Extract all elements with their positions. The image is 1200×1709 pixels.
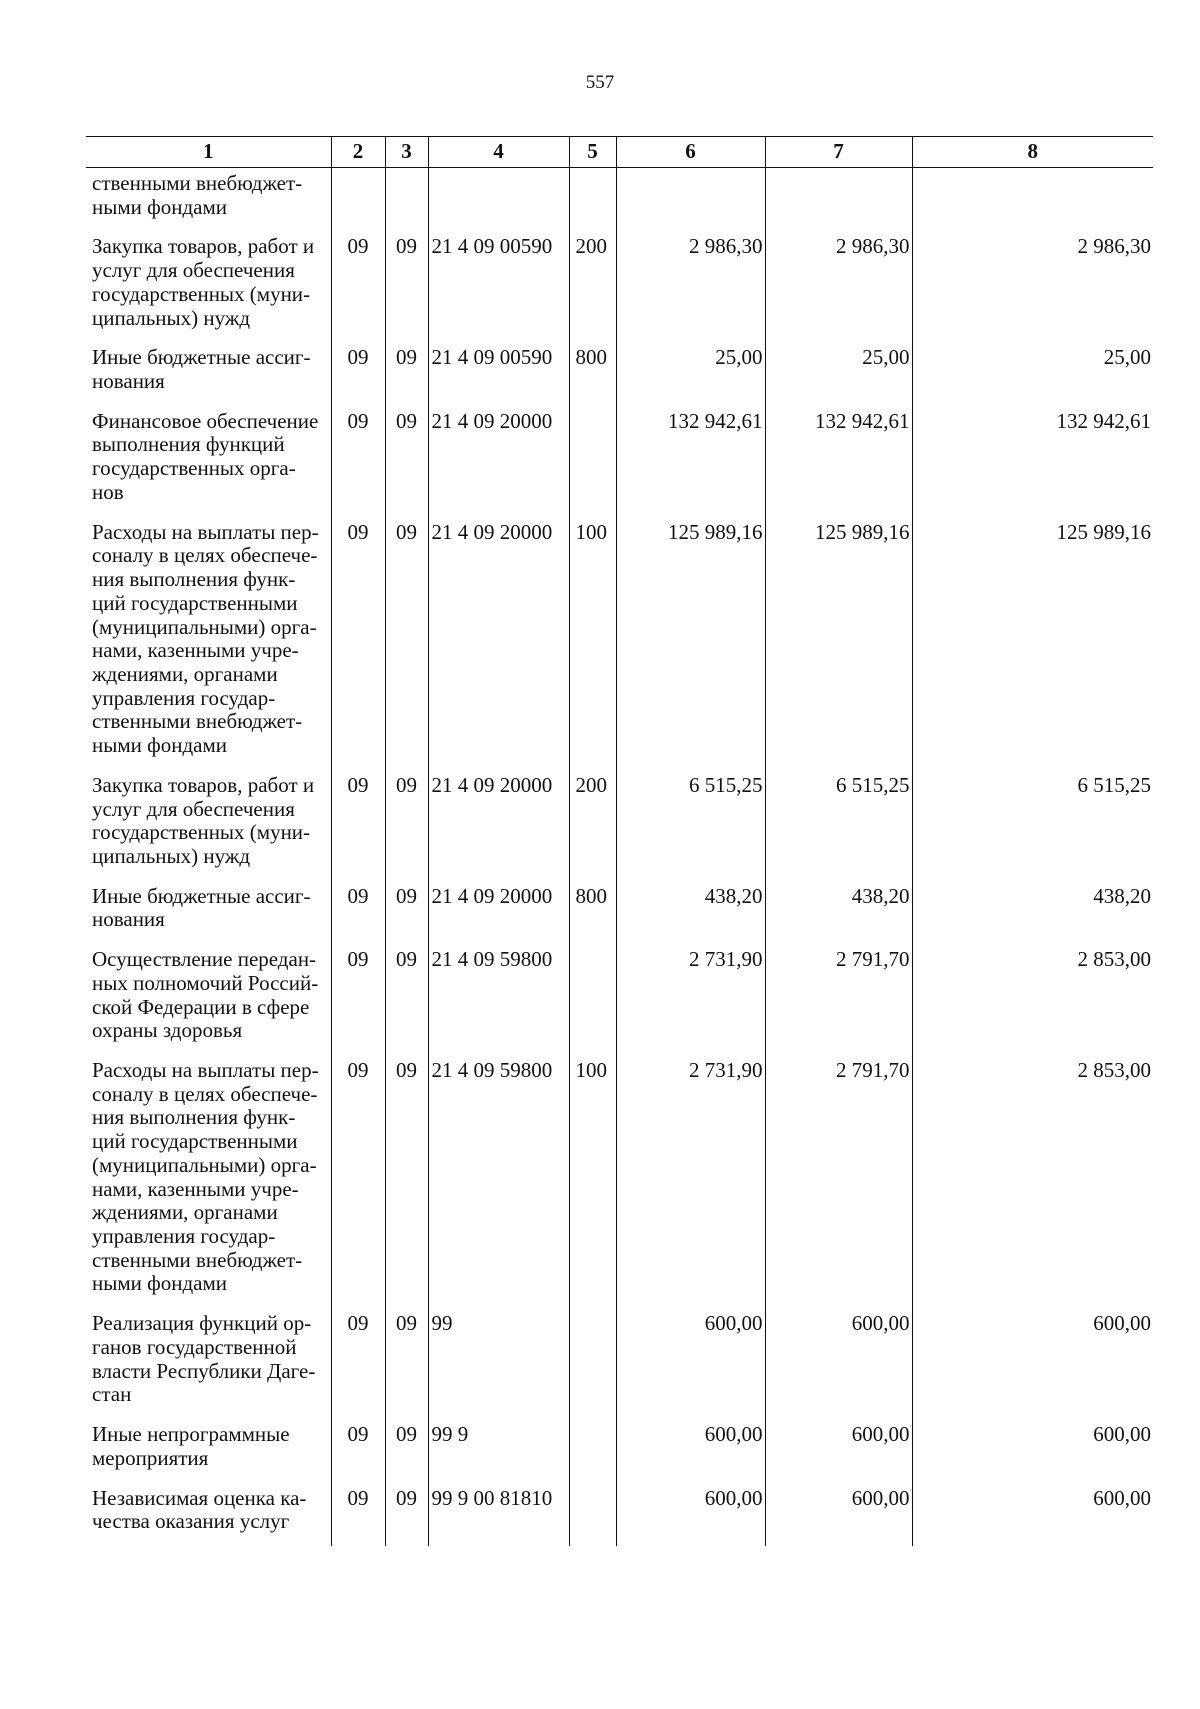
subsection-code (385, 168, 428, 232)
amount-col-6: 2 731,90 (616, 1055, 765, 1308)
target-article-code: 21 4 09 20000 (428, 517, 569, 770)
amount-col-8: 6 515,25 (912, 770, 1153, 881)
row-name: Реализация функций ор-ганов государственной власти Республики Даге-стан (92, 1311, 316, 1407)
target-article-code: 21 4 09 20000 (428, 770, 569, 881)
amount-col-8: 2 853,00 (912, 944, 1153, 1055)
amount-col-7: 2 986,30 (765, 231, 912, 342)
amount-col-6: 125 989,16 (616, 517, 765, 770)
amount-col-7 (765, 168, 912, 232)
col-header-4: 4 (428, 137, 569, 168)
amount-col-7: 132 942,61 (765, 406, 912, 517)
expense-type-code: 800 (569, 342, 616, 405)
amount-col-8: 438,20 (912, 881, 1153, 944)
amount-col-7: 2 791,70 (765, 1055, 912, 1308)
table-row (86, 1055, 1153, 1308)
subsection-code: 09 (385, 881, 428, 944)
subsection-code: 09 (385, 1483, 428, 1546)
row-name: Закупка товаров, работ и услуг для обеспечения государственных (муни-ципальных) нужд (92, 772, 315, 868)
expense-type-code (569, 1308, 616, 1419)
amount-col-7: 25,00 (765, 342, 912, 405)
section-code: 09 (331, 881, 385, 944)
col-header-1: 1 (86, 137, 331, 168)
row-name: ственными внебюджет-ными фондами (92, 171, 303, 219)
amount-col-7: 600,00 (765, 1308, 912, 1419)
target-article-code (428, 168, 569, 232)
row-name: Осуществление передан-ных полномочий Россий-ской Федерации в сфере охраны здоровья (92, 947, 319, 1043)
amount-col-7: 438,20 (765, 881, 912, 944)
target-article-code: 21 4 09 59800 (428, 1055, 569, 1308)
target-article-code: 21 4 09 00590 (428, 231, 569, 342)
amount-col-6: 600,00 (616, 1483, 765, 1546)
amount-col-8: 2 853,00 (912, 1055, 1153, 1308)
row-name: Расходы на выплаты пер-соналу в целях обеспече-ния выполнения функ-ций государственными (муниципальными) орга-нами, казенными учре-ждениями, органами управления государ-ственными внебюджет-ными фондами (92, 1058, 319, 1296)
col-header-3: 3 (385, 137, 428, 168)
target-article-code: 21 4 09 20000 (428, 881, 569, 944)
amount-col-7: 2 791,70 (765, 944, 912, 1055)
table-row (86, 1419, 1153, 1482)
table-body (86, 168, 1153, 1546)
table-row (86, 881, 1153, 944)
subsection-code: 09 (385, 1055, 428, 1308)
expense-type-code: 200 (569, 770, 616, 881)
expense-type-code (569, 944, 616, 1055)
section-code: 09 (331, 1483, 385, 1546)
row-name: Иные бюджетные ассиг-нования (92, 345, 311, 394)
subsection-code: 09 (385, 944, 428, 1055)
expense-type-code (569, 1419, 616, 1482)
target-article-code: 21 4 09 59800 (428, 944, 569, 1055)
expense-type-code (569, 406, 616, 517)
table-row (86, 168, 1153, 232)
amount-col-8: 600,00 (912, 1308, 1153, 1419)
amount-col-7: 125 989,16 (765, 517, 912, 770)
amount-col-8 (912, 168, 1153, 232)
section-code (331, 168, 385, 232)
amount-col-8: 125 989,16 (912, 517, 1153, 770)
table-row (86, 231, 1153, 342)
expense-type-code (569, 1483, 616, 1546)
target-article-code: 99 9 00 81810 (428, 1483, 569, 1546)
section-code: 09 (331, 406, 385, 517)
row-name: Иные бюджетные ассиг-нования (92, 883, 311, 932)
row-name: Иные непрограммные мероприятия (92, 1422, 290, 1470)
subsection-code: 09 (385, 1419, 428, 1482)
section-code: 09 (331, 1419, 385, 1482)
amount-col-8: 132 942,61 (912, 406, 1153, 517)
amount-col-6: 600,00 (616, 1419, 765, 1482)
amount-col-7: 600,00 (765, 1419, 912, 1482)
amount-col-6: 2 731,90 (616, 944, 765, 1055)
target-article-code: 99 9 (428, 1419, 569, 1482)
section-code: 09 (331, 1308, 385, 1419)
target-article-code: 21 4 09 20000 (428, 406, 569, 517)
amount-col-8: 2 986,30 (912, 231, 1153, 342)
col-header-7: 7 (765, 137, 912, 168)
amount-col-7: 600,00 (765, 1483, 912, 1546)
section-code: 09 (331, 231, 385, 342)
row-name: Финансовое обеспечение выполнения функций государственных орга-нов (92, 408, 319, 504)
expense-type-code: 800 (569, 881, 616, 944)
amount-col-6: 6 515,25 (616, 770, 765, 881)
amount-col-8: 600,00 (912, 1483, 1153, 1546)
expense-type-code (569, 168, 616, 232)
expense-type-code: 100 (569, 1055, 616, 1308)
subsection-code: 09 (385, 342, 428, 405)
amount-col-7: 6 515,25 (765, 770, 912, 881)
target-article-code: 21 4 09 00590 (428, 342, 569, 405)
target-article-code: 99 (428, 1308, 569, 1419)
expense-type-code: 100 (569, 517, 616, 770)
section-code: 09 (331, 944, 385, 1055)
budget-table (86, 136, 1153, 1546)
amount-col-8: 25,00 (912, 342, 1153, 405)
subsection-code: 09 (385, 406, 428, 517)
amount-col-6: 438,20 (616, 881, 765, 944)
subsection-code: 09 (385, 517, 428, 770)
col-header-2: 2 (331, 137, 385, 168)
amount-col-8: 600,00 (912, 1419, 1153, 1482)
row-name: Расходы на выплаты пер-соналу в целях обеспече-ния выполнения функ-ций государственными (муниципальными) орга-нами, казенными учре-ждениями, органами управления государ-ственными внебюджет-ными фондами (92, 519, 319, 758)
table-row (86, 342, 1153, 405)
amount-col-6: 600,00 (616, 1308, 765, 1419)
table-row (86, 770, 1153, 881)
section-code: 09 (331, 517, 385, 770)
amount-col-6: 132 942,61 (616, 406, 765, 517)
page-number: 557 (585, 72, 615, 93)
amount-col-6 (616, 168, 765, 232)
table-row (86, 944, 1153, 1055)
section-code: 09 (331, 770, 385, 881)
subsection-code: 09 (385, 231, 428, 342)
row-name: Независимая оценка ка-чества оказания услуг (92, 1485, 307, 1534)
row-name: Закупка товаров, работ и услуг для обеспечения государственных (муни-ципальных) нужд (92, 234, 315, 330)
table-row (86, 1308, 1153, 1419)
header-row (86, 137, 1153, 168)
col-header-8: 8 (912, 137, 1153, 168)
amount-col-6: 25,00 (616, 342, 765, 405)
amount-col-6: 2 986,30 (616, 231, 765, 342)
subsection-code: 09 (385, 1308, 428, 1419)
table-row (86, 1483, 1153, 1546)
col-header-5: 5 (569, 137, 616, 168)
expense-type-code: 200 (569, 231, 616, 342)
subsection-code: 09 (385, 770, 428, 881)
section-code: 09 (331, 1055, 385, 1308)
table-row (86, 517, 1153, 770)
table-row (86, 406, 1153, 517)
section-code: 09 (331, 342, 385, 405)
col-header-6: 6 (616, 137, 765, 168)
